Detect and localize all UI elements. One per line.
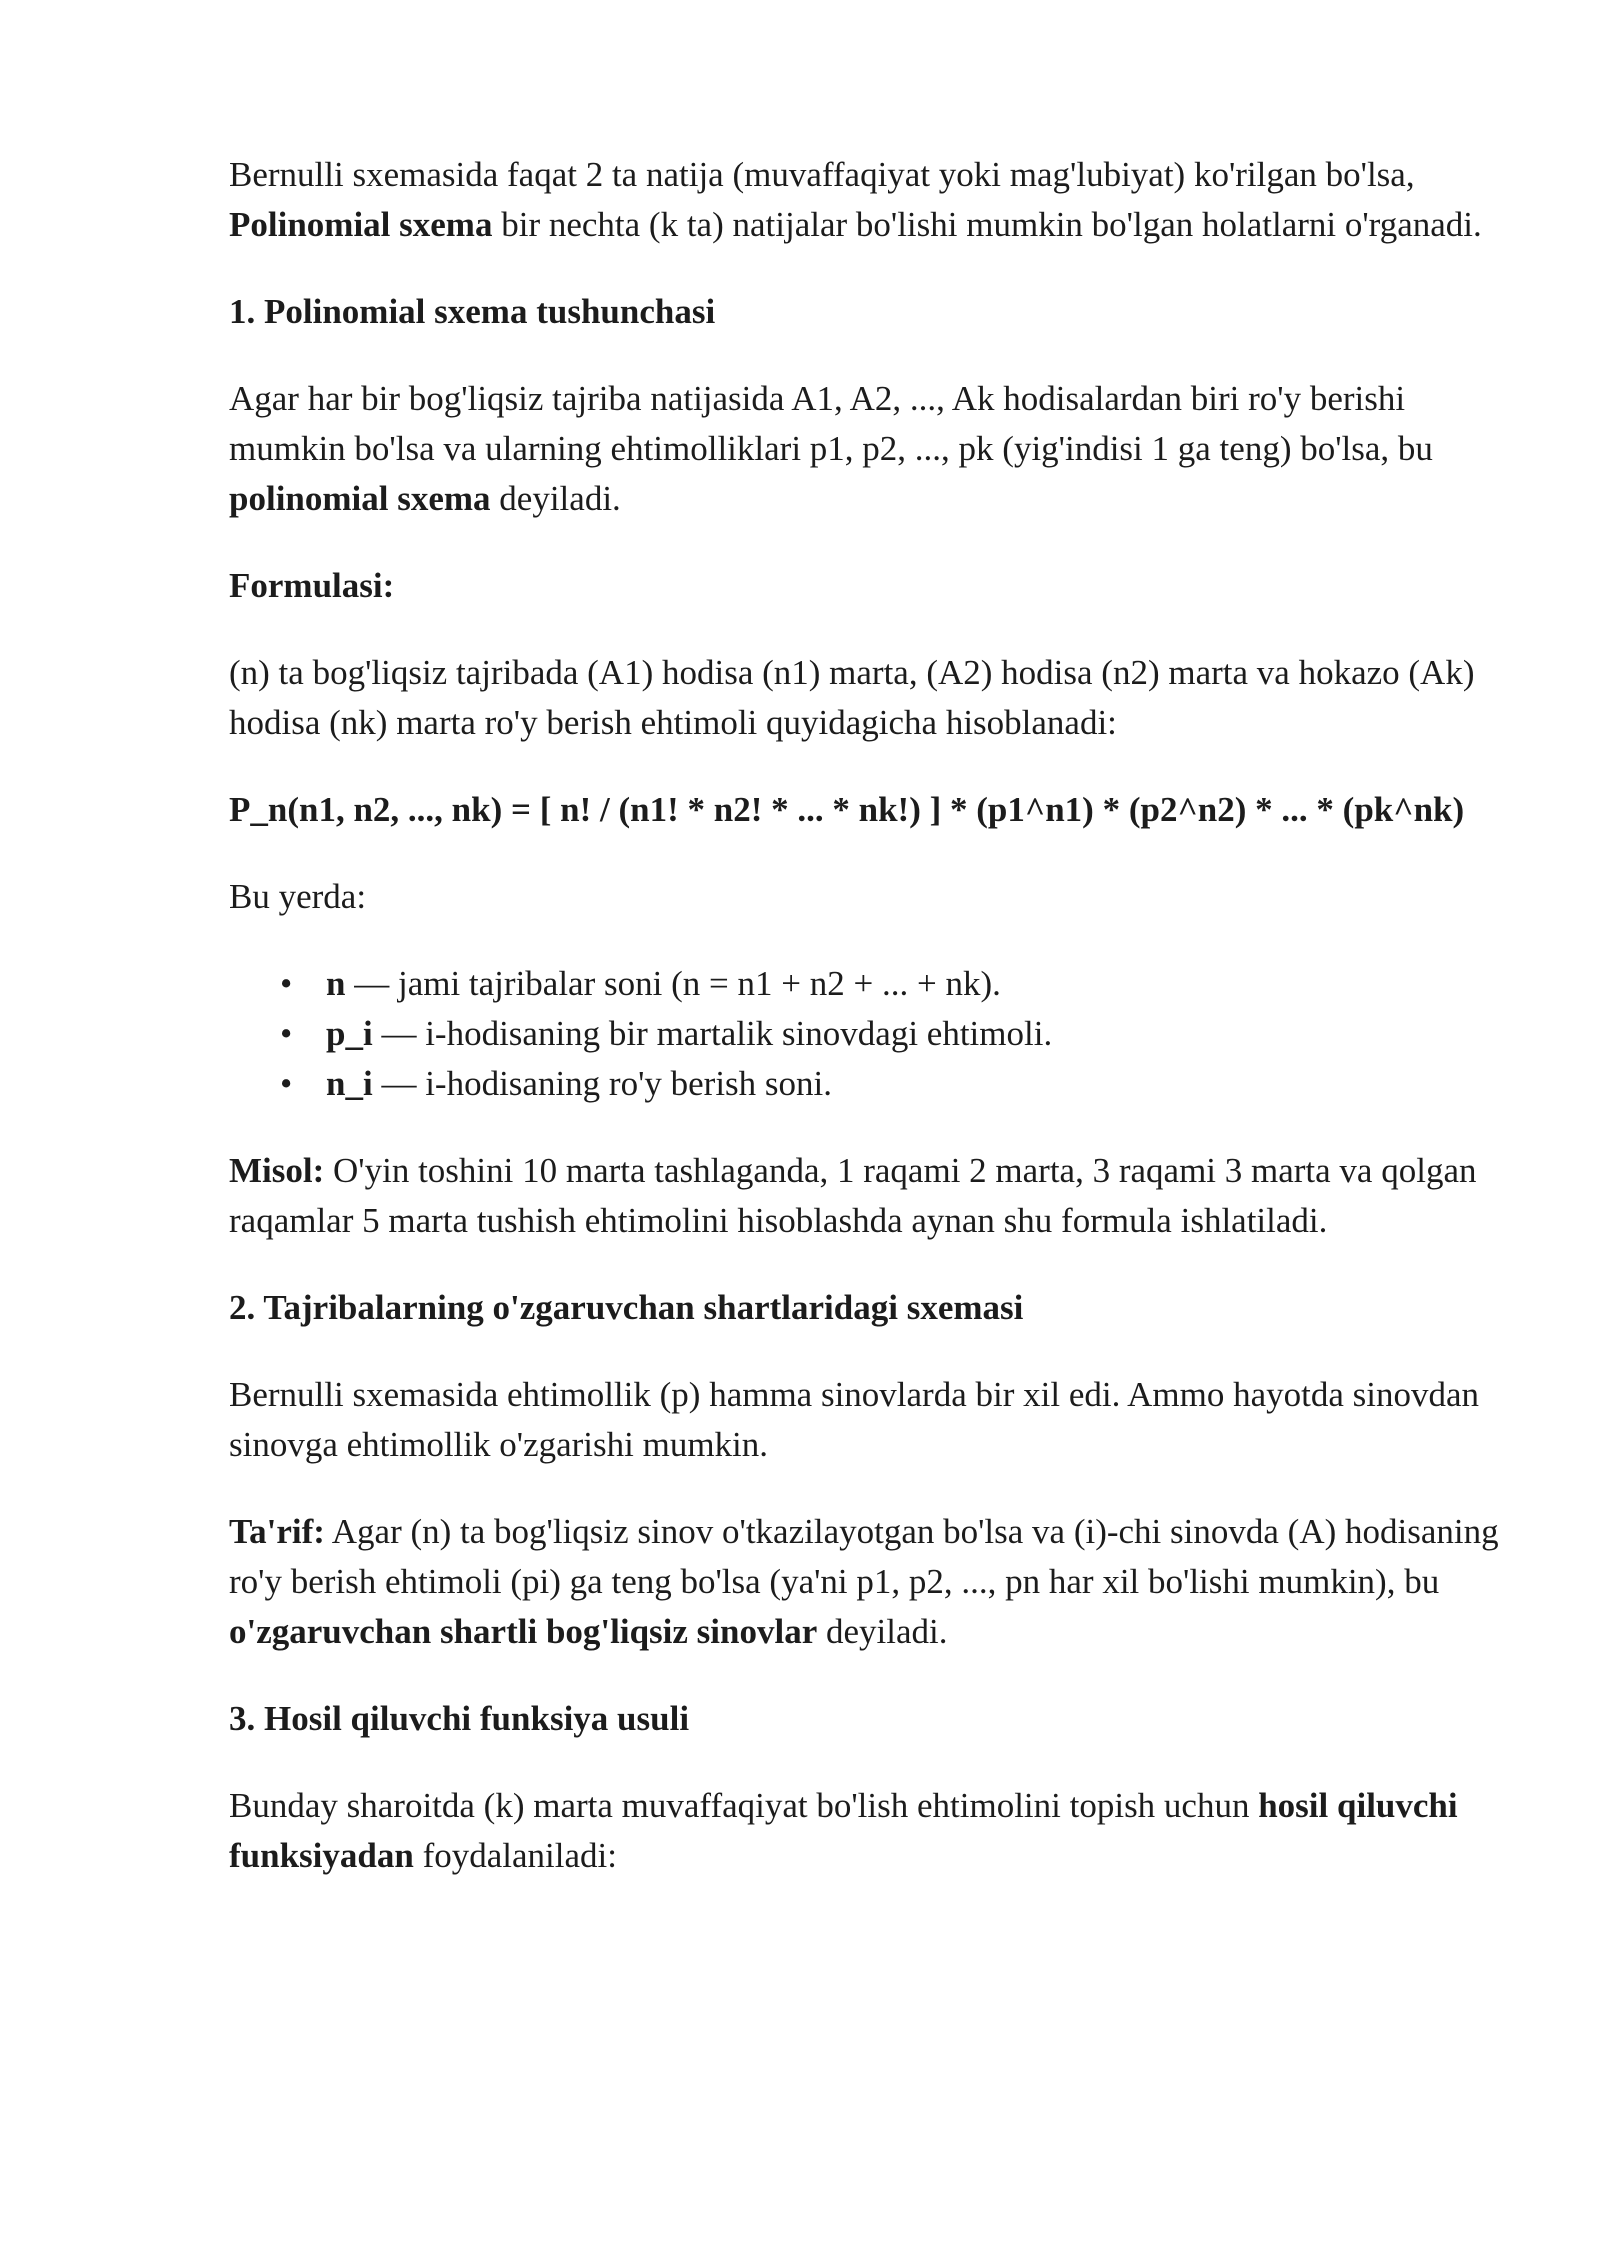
bullet-icon: • [280,1014,293,1053]
section-3-text-1: Bunday sharoitda (k) marta muvaffaqiyat bo'lish ehtimolini topish uchun [229,1786,1259,1825]
section-1-text-1: Agar har bir bog'liqsiz tajriba natijasida A1, A2, ..., Ak hodisalardan biri ro'y berishi mumkin bo'lsa va ularning ehtimolliklari p1, p2, ..., pk (yig'indisi 1 ga teng) bo'lsa, bu [229,379,1433,468]
section-1-text-2: deyiladi. [490,479,621,518]
section-2-paragraph: Bernulli sxemasida ehtimollik (p) hamma sinovlarda bir xil edi. Ammo hayotda sinovdan sinovga ehtimollik o'zgarishi mumkin. [229,1375,1480,1464]
definition-label: Ta'rif: [229,1512,325,1551]
list-item [229,1009,1529,1059]
intro-paragraph [229,150,1529,250]
definition-text-2: deyiladi. [817,1612,948,1651]
section-3-heading: 3. Hosil qiluvchi funksiya usuli [229,1699,690,1738]
list-item-term: n [326,964,346,1003]
bullet-icon: • [280,964,293,1003]
definition-paragraph [229,1507,1529,1657]
document-page [229,150,1529,1918]
section-3-text-2: foydalaniladi: [413,1836,617,1875]
section-3-paragraph [229,1781,1529,1881]
list-item-desc: — i-hodisaning bir martalik sinovdagi ehtimoli. [372,1014,1053,1053]
list-item [229,959,1529,1009]
example-label: Misol: [229,1151,325,1190]
section-1-bold-term: polinomial sxema [229,479,491,518]
bullet-icon: • [280,1064,293,1103]
intro-text-2: bir nechta (k ta) natijalar bo'lishi mumkin bo'lgan holatlarni o'rganadi. [492,205,1482,244]
section-2-heading: 2. Tajribalarning o'zgaruvchan shartlaridagi sxemasi [229,1288,1024,1327]
list-item-desc: — i-hodisaning ro'y berish soni. [372,1064,833,1103]
list-item-term: n_i [326,1064,373,1103]
example-text: O'yin toshini 10 marta tashlaganda, 1 raqami 2 marta, 3 raqami 3 marta va qolgan raqamlar 5 marta tushish ehtimolini hisoblashda aynan shu formula ishlatiladi. [229,1151,1477,1240]
section-1-heading: 1. Polinomial sxema tushunchasi [229,292,716,331]
section-1-paragraph [229,374,1529,524]
intro-bold-term: Polinomial sxema [229,205,493,244]
definition-text-1: Agar (n) ta bog'liqsiz sinov o'tkazilayotgan bo'lsa va (i)-chi sinovda (A) hodisaning ro'y berish ehtimoli (pi) ga teng bo'lsa (ya'ni p1, p2, ..., pn har xil bo'lishi mumkin), bu [229,1512,1499,1601]
list-item [229,1059,1529,1109]
list-item-term: p_i [326,1014,373,1053]
list-item-desc: — jami tajribalar soni (n = n1 + n2 + ... + nk). [345,964,1001,1003]
definitions-list [229,959,1529,1109]
example-paragraph [229,1146,1529,1246]
formula-heading-label: Formulasi: [229,566,395,605]
formula-heading [229,561,1529,611]
definition-bold-term: o'zgaruvchan shartli bog'liqsiz sinovlar [229,1612,818,1651]
formula: P_n(n1, n2, ..., nk) = [ n! / (n1! * n2! * ... * nk!) ] * (p1^n1) * (p2^n2) * ... * (pk^nk) [229,790,1465,829]
section-3-bold-term: hosil qiluvchi funksiyadan [229,1786,1458,1875]
formula-description: (n) ta bog'liqsiz tajribada (A1) hodisa (n1) marta, (A2) hodisa (n2) marta va hokazo (Ak) hodisa (nk) marta ro'y berish ehtimoli quyidagicha hisoblanadi: [229,653,1475,742]
where-label: Bu yerda: [229,877,367,916]
intro-text-1: Bernulli sxemasida faqat 2 ta natija (muvaffaqiyat yoki mag'lubiyat) ko'rilgan bo'lsa, [229,155,1415,194]
